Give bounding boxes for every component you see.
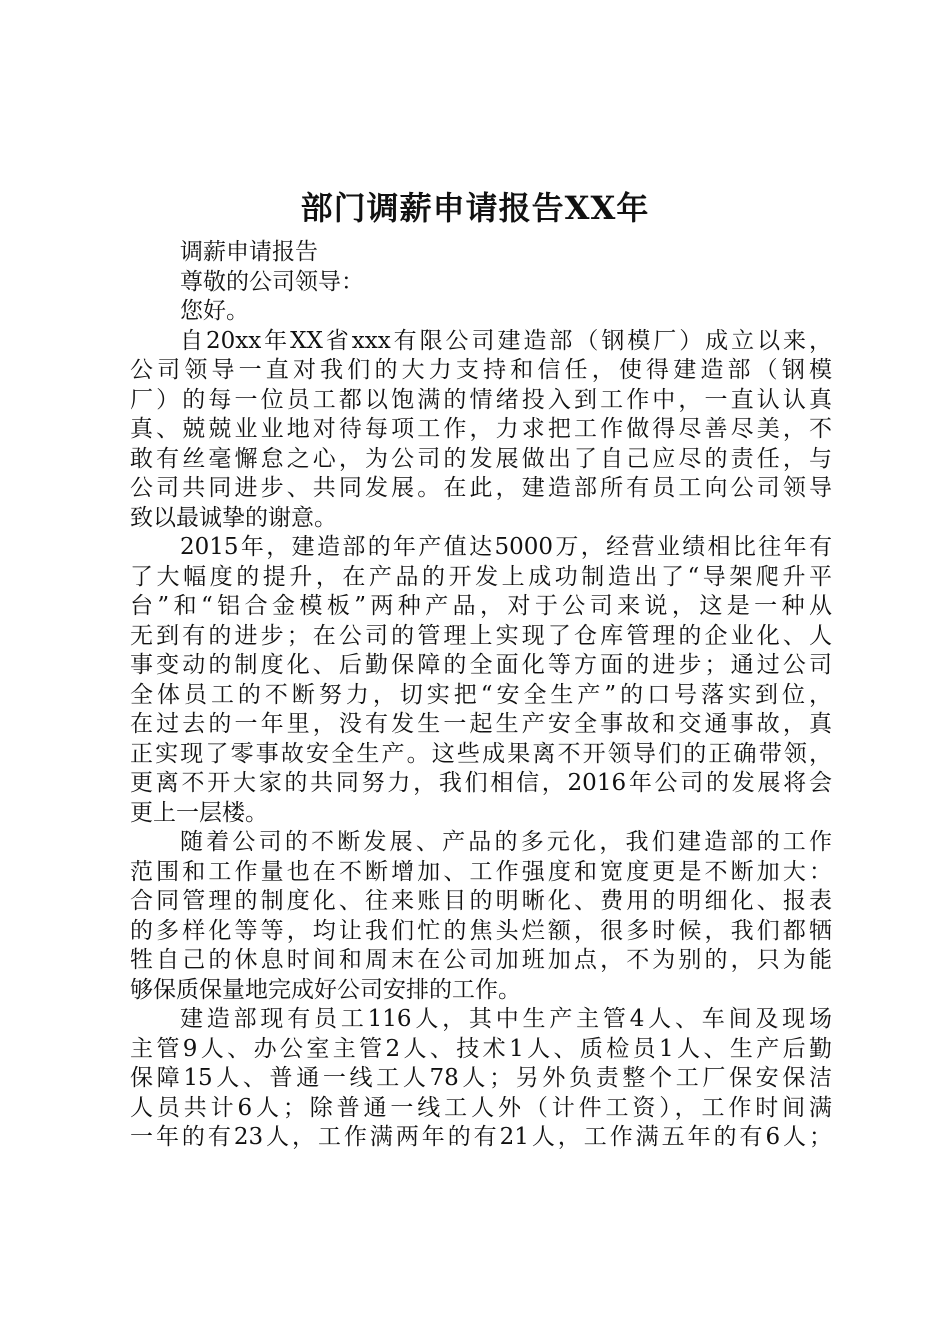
paragraph-line: 合同管理的制度化、往来账目的明晰化、费用的明细化、报表 (130, 888, 832, 914)
paragraph-line: 致以最诚挚的谢意。 (130, 504, 337, 531)
paragraph-line: 2015年，建造部的年产值达5000万，经营业绩相比往年有 (180, 534, 832, 560)
paragraph-line: 在过去的一年里，没有发生一起生产安全事故和交通事故，真 (130, 711, 832, 737)
paragraph-line: 范围和工作量也在不断增加、工作强度和宽度更是不断加大： (130, 858, 832, 885)
paragraph-line: 主管9人、办公室主管2人、技术1人、质检员1人、生产后勤 (130, 1035, 832, 1062)
paragraph-line: 的多样化等等，均让我们忙的焦头烂额，很多时候，我们都牺 (130, 917, 832, 944)
paragraph-line: 了大幅度的提升，在产品的开发上成功制造出了“导架爬升平 (130, 563, 832, 590)
paragraph-line: 保障15人、普通一线工人78人；另外负责整个工厂保安保洁 (130, 1065, 832, 1091)
paragraph-4 (130, 1005, 832, 1153)
paragraph-line: 无到有的进步；在公司的管理上实现了仓库管理的企业化、人 (130, 622, 832, 649)
document-title: 部门调薪申请报告XX年 (300, 189, 650, 227)
salutation: 尊敬的公司领导： (180, 268, 364, 295)
paragraph-2 (130, 533, 832, 828)
paragraph-line: 事变动的制度化、后勤保障的全面化等方面的进步；通过公司 (130, 652, 832, 678)
paragraph-line: 随着公司的不断发展、产品的多元化，我们建造部的工作 (180, 829, 832, 855)
paragraph-line: 正实现了零事故安全生产。这些成果离不开领导们的正确带领， (130, 740, 832, 767)
paragraph-line: 全体员工的不断努力，切实把“安全生产”的口号落实到位， (130, 681, 832, 708)
greeting: 您好。 (180, 298, 249, 324)
paragraph-3 (130, 828, 832, 1005)
paragraph-line: 公司领导一直对我们的大力支持和信任，使得建造部（钢模 (130, 357, 832, 383)
paragraph-line: 真、兢兢业业地对待每项工作，力求把工作做得尽善尽美，不 (130, 416, 832, 442)
paragraph-line: 厂）的每一位员工都以饱满的情绪投入到工作中，一直认认真 (130, 386, 832, 413)
paragraph-1 (130, 327, 832, 534)
paragraph-line: 公司共同进步、共同发展。在此，建造部所有员工向公司领导 (130, 475, 832, 501)
paragraph-line: 一年的有23人，工作满两年的有21人，工作满五年的有6人； (130, 1124, 832, 1150)
paragraph-line: 自20xx年XX省xxx有限公司建造部（钢模厂）成立以来， (180, 327, 832, 354)
paragraph-line: 够保质保量地完成好公司安排的工作。 (130, 976, 521, 1003)
paragraph-line: 人员共计6人；除普通一线工人外（计件工资），工作时间满 (130, 1094, 832, 1121)
paragraph-line: 更上一层楼。 (130, 799, 268, 826)
report-heading: 调薪申请报告 (180, 239, 318, 265)
paragraph-line: 更离不开大家的共同努力，我们相信，2016年公司的发展将会 (130, 770, 832, 796)
paragraph-line: 敢有丝毫懈怠之心，为公司的发展做出了自己应尽的责任，与 (130, 445, 832, 472)
paragraph-line: 台”和“铝合金模板”两种产品，对于公司来说，这是一种从 (130, 593, 832, 619)
paragraph-line: 牲自己的休息时间和周末在公司加班加点，不为别的，只为能 (130, 947, 832, 973)
paragraph-line: 建造部现有员工116人，其中生产主管4人、车间及现场 (180, 1006, 832, 1032)
document-body (130, 238, 832, 1153)
